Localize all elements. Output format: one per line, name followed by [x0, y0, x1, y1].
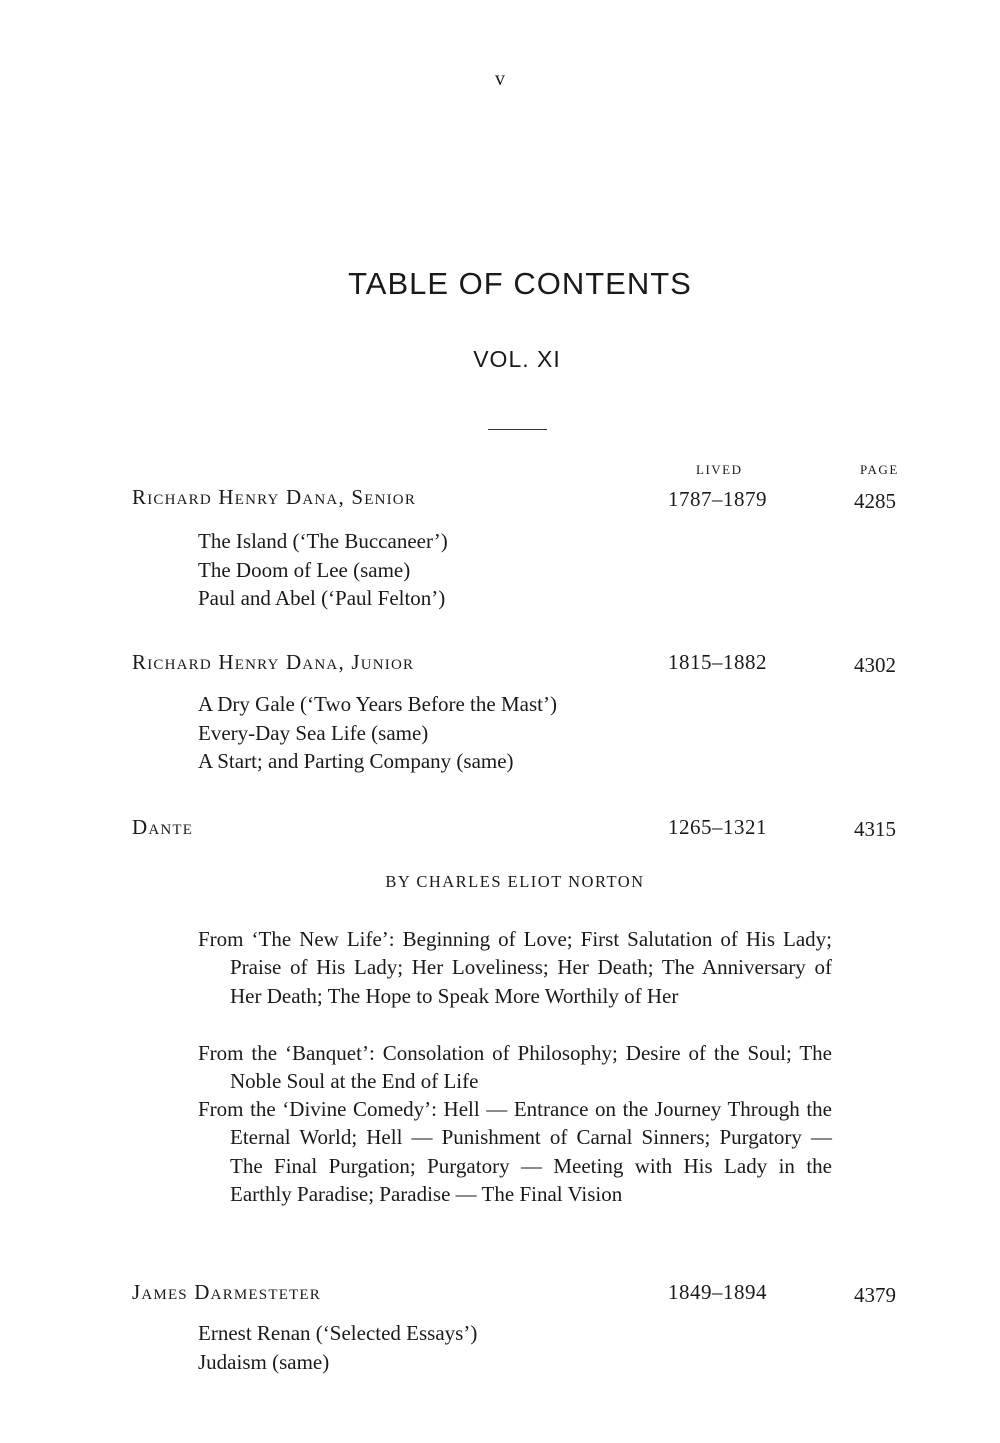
works-list	[198, 527, 448, 613]
title-rule	[488, 429, 547, 430]
work-item: Judaism (same)	[198, 1349, 330, 1374]
author-name: Dante	[132, 815, 194, 839]
works-list	[198, 1319, 477, 1376]
work-item: From the ‘Banquet’: Consolation of Philosophy; Desire of the Soul; The Noble Soul at the End of Life	[198, 1041, 832, 1094]
volume-label: VOL. XI	[473, 346, 561, 372]
author-lived: 1265–1321	[668, 815, 767, 839]
author-byline: BY CHARLES ELIOT NORTON	[385, 872, 645, 891]
column-header-page: PAGE	[860, 462, 899, 477]
work-item: From the ‘Divine Comedy’: Hell — Entrance on the Journey Through the Eternal World; Hell — Punishment of Carnal Sinners; Purgatory — The Final Purgation; Purgatory — Meeting with His Lady in the Earthly Paradise; Paradise — The Final Vision	[198, 1097, 832, 1207]
work-item: From ‘The New Life’: Beginning of Love; First Salutation of His Lady; Praise of His Lady; Her Loveliness; Her Death; The Anniversary of Her Death; The Hope to Speak More Worthily of Her	[198, 927, 832, 1008]
column-header-lived: LIVED	[696, 462, 743, 477]
author-name: Richard Henry Dana, Junior	[132, 650, 415, 674]
work-item: Every-Day Sea Life (same)	[198, 720, 429, 745]
page-number: v	[495, 68, 505, 90]
work-item: A Start; and Parting Company (same)	[198, 749, 514, 773]
work-item: The Island (‘The Buccaneer’)	[198, 529, 448, 553]
author-page: 4315	[854, 817, 896, 841]
works-list	[198, 690, 557, 776]
work-item: Paul and Abel (‘Paul Felton’)	[198, 586, 446, 610]
author-lived: 1815–1882	[668, 650, 767, 674]
author-name: Richard Henry Dana, Senior	[132, 485, 417, 509]
work-item: The Doom of Lee (same)	[198, 557, 411, 582]
author-lived: 1849–1894	[668, 1280, 767, 1304]
work-item: Ernest Renan (‘Selected Essays’)	[198, 1321, 478, 1345]
author-lived: 1787–1879	[668, 487, 767, 511]
work-item: A Dry Gale (‘Two Years Before the Mast’)	[198, 692, 557, 716]
page-title: TABLE OF CONTENTS	[348, 266, 692, 301]
author-page: 4379	[854, 1283, 896, 1307]
author-name: James Darmesteter	[132, 1280, 321, 1304]
author-page: 4285	[854, 489, 896, 513]
author-page: 4302	[854, 653, 896, 677]
